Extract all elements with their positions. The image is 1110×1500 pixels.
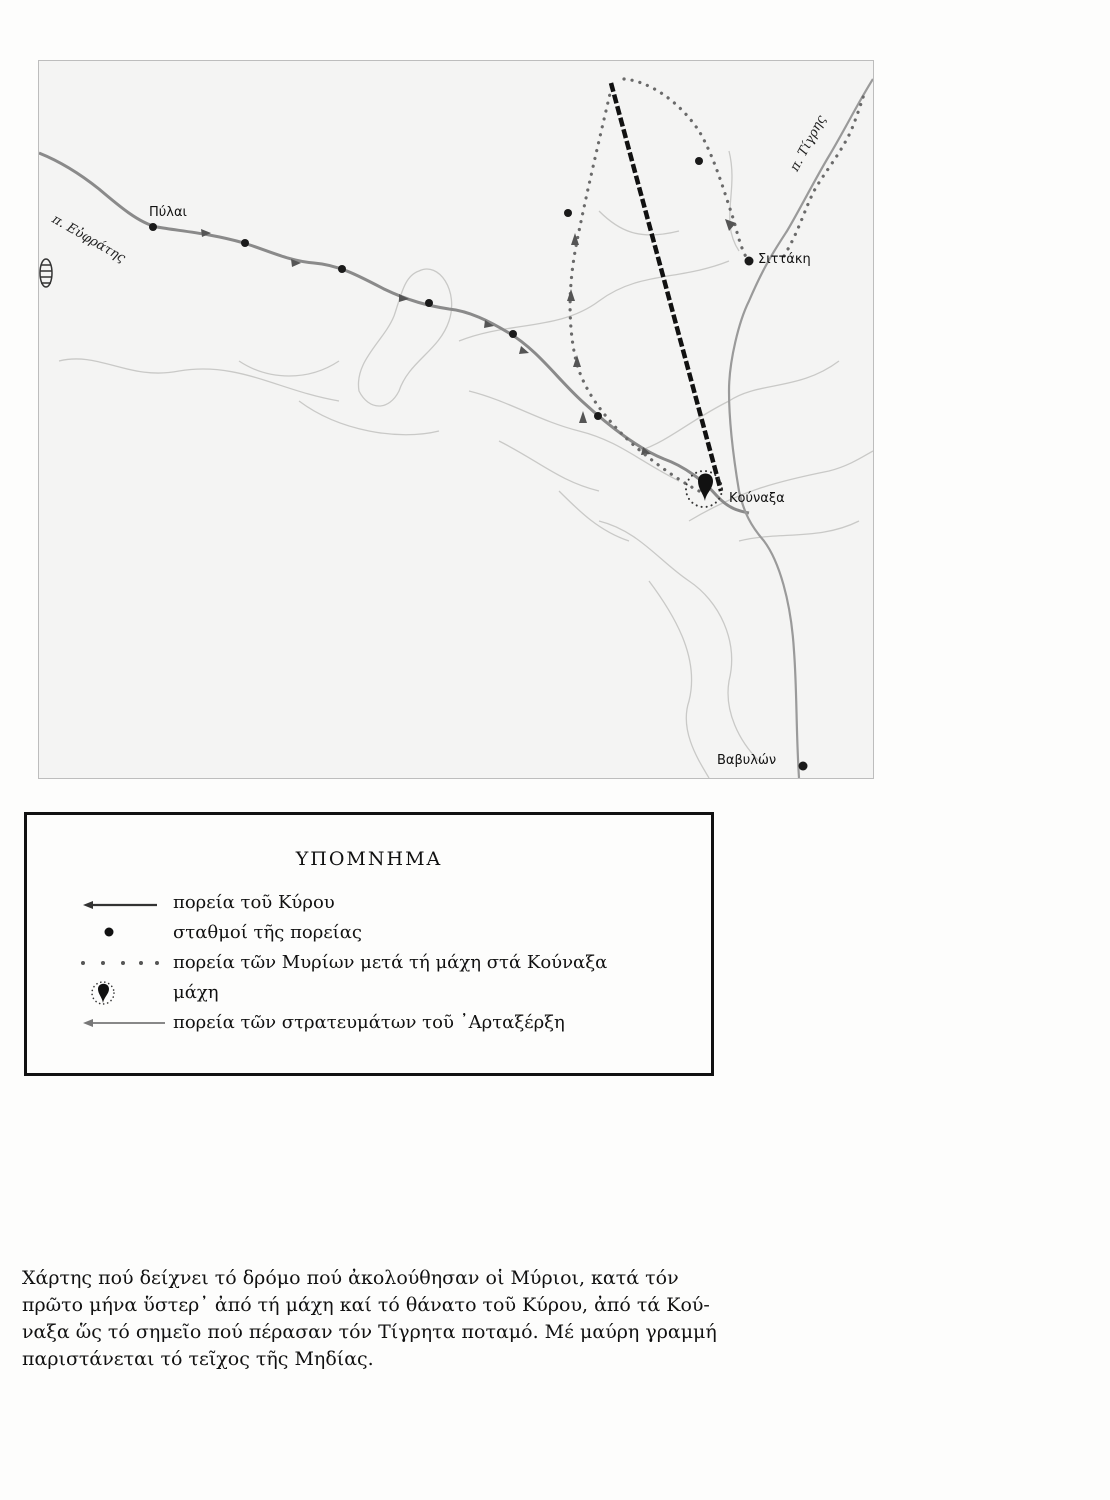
station-dot [425,299,433,307]
kounaxa-label: Κούναξα [729,491,785,506]
caption-line: ναξα ὥς τό σημεῖο πού πέρασαν τόν Τίγρητα ποταμό. Μέ μαύρη γραμμή [22,1321,717,1343]
euphrates-label: π. Εὐφράτης [49,212,128,266]
legend-label: πορεία τοῦ Κύρου [173,892,335,913]
station-dot [695,157,703,165]
station-dot [338,265,346,273]
station-dot-icon [53,921,165,945]
legend-label: μάχη [173,982,219,1003]
legend-item-cyrus-march [53,891,693,915]
legend-label: σταθμοί τῆς πορείας [173,922,362,943]
terrain-lines [59,151,873,778]
march-stations [149,157,808,771]
station-dot [509,330,517,338]
legend-item-stations [53,921,693,945]
tigris-river [729,79,873,778]
map [38,60,874,779]
caption-line: παριστάνεται τό τεῖχος τῆς Μηδίας. [22,1348,374,1370]
battle-marker-icon [686,471,722,507]
legend [24,812,714,1076]
caption-line: Χάρτης πού δείχνει τό δρόμο πού ἀκολούθησαν οἱ Μύριοι, κατά τόν [22,1267,679,1289]
caption-line: πρῶτο μήνα ὕστερ᾿ ἀπό τή μάχη καί τό θάνατο τοῦ Κύρου, ἀπό τά Κού- [22,1294,710,1316]
station-babylon [799,762,808,771]
legend-label: πορεία τῶν στρατευμάτων τοῦ ᾿Αρταξέρξη [173,1012,565,1033]
battle-marker-icon [53,981,165,1005]
station-sittake [745,257,754,266]
sittake-label: Σιττάκη [758,252,811,267]
legend-label: πορεία τῶν Μυρίων μετά τή μάχη στά Κούναξα [173,952,608,973]
station-dot [564,209,572,217]
median-wall-line [611,83,721,491]
tigris-label: π. Τίγρης [787,113,830,175]
solid-arrow-line-icon [53,891,165,915]
thin-arrow-line-icon [53,1011,165,1035]
legend-title: ΥΠΟΜΝΗΜΑ [295,848,443,870]
legend-item-artaxerxes-march [53,1011,693,1035]
babylon-label: Βαβυλών [717,753,777,768]
station-dot [241,239,249,247]
marsh-symbol [40,259,52,287]
pylai-label: Πύλαι [149,205,187,220]
legend-item-battle [53,981,693,1005]
legend-item-ten-thousand-route [53,951,693,975]
station-dot [594,412,602,420]
ten-thousand-route-arrows [567,219,736,423]
dotted-route-icon [53,951,165,975]
map-caption [22,1265,822,1373]
map-drawing [39,61,873,778]
station-pylai [149,223,157,231]
